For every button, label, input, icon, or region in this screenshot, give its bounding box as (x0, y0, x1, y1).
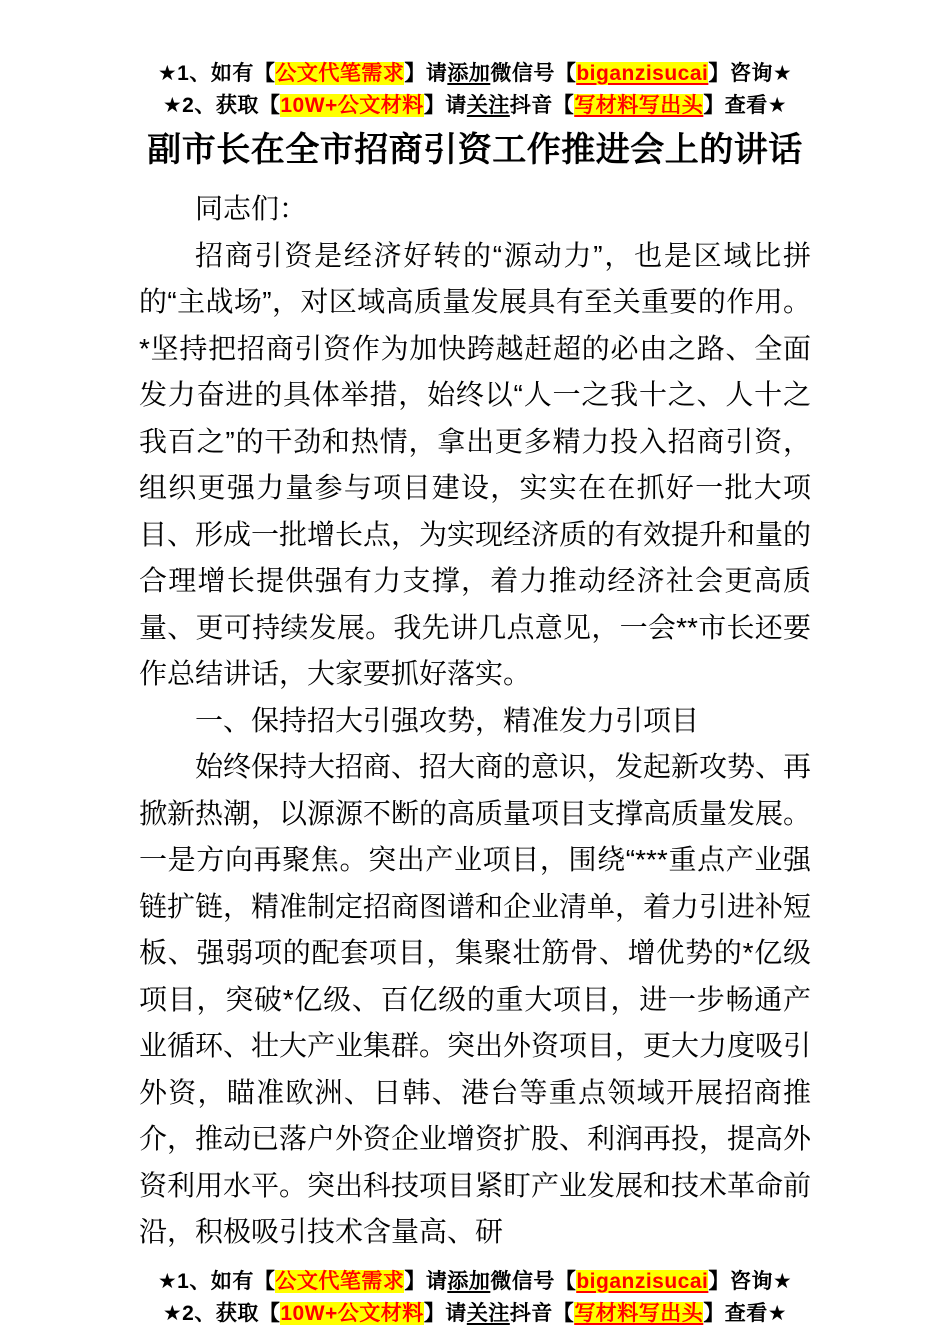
notice-line (0, 1298, 950, 1330)
highlighted-keyword: 公文代笔需求 (275, 1269, 405, 1293)
notice-text: 微信号【 (490, 1269, 577, 1293)
notice-footer (0, 1266, 950, 1330)
highlighted-douyin-account: 写材料写出头 (574, 1301, 704, 1325)
highlighted-wechat-id: biganzisucai (576, 1269, 709, 1293)
notice-text: ★2、获取【 (162, 94, 281, 117)
paragraph-container (139, 233, 811, 1256)
notice-text: 】咨询★ (708, 1269, 793, 1293)
notice-line (0, 1266, 950, 1298)
document-body (139, 186, 811, 1256)
notice-text: ★1、如有【 (157, 1269, 276, 1293)
notice-line (0, 90, 950, 122)
section-heading: 一、保持招大引强攻势，精准发力引项目 (195, 704, 700, 736)
highlighted-keyword: 10W+公文材料 (280, 94, 424, 117)
notice-text: 抖音【 (509, 1301, 575, 1325)
body-paragraph: 招商引资是经济好转的“源动力”，也是区域比拼的“主战场”，对区域高质量发展具有至关重要的作用。*坚持把招商引资作为加快跨越赶超的必由之路、全面发力奋进的具体举措，始终以“人一之我十之、人十之我百之”的干劲和热情，拿出更多精力投入招商引资，组织更强力量参与项目建设，实实在在抓好一批大项目、形成一批增长点，为实现经济质的有效提升和量的合理增长提供强有力支撑，着力推动经济社会更高质量、更可持续发展。我先讲几点意见，一会**市长还要作总结讲话，大家要抓好落实。 (139, 239, 812, 689)
notice-text: 微信号【 (490, 62, 577, 85)
notice-text: 】查看★ (703, 94, 788, 117)
notice-line (0, 58, 950, 90)
notice-text: 】请 (423, 94, 467, 117)
underlined-action: 添加 (447, 1269, 491, 1293)
underlined-action: 关注 (466, 1301, 510, 1325)
highlighted-keyword: 公文代笔需求 (275, 62, 405, 85)
highlighted-keyword: 10W+公文材料 (280, 1301, 424, 1325)
notice-text: ★2、获取【 (162, 1301, 281, 1325)
highlighted-douyin-account: 写材料写出头 (574, 94, 704, 117)
notice-text: 】请 (423, 1301, 467, 1325)
notice-text: 】咨询★ (708, 62, 793, 85)
document-title: 副市长在全市招商引资工作推进会上的讲话 (147, 131, 803, 169)
underlined-action: 关注 (466, 94, 510, 117)
highlighted-wechat-id: biganzisucai (576, 62, 709, 85)
notice-text: 抖音【 (509, 94, 575, 117)
notice-text: ★1、如有【 (157, 62, 276, 85)
notice-text: 】请 (404, 1269, 448, 1293)
underlined-action: 添加 (447, 62, 491, 85)
body-paragraph: 始终保持大招商、招大商的意识，发起新攻势、再掀新热潮，以源源不断的高质量项目支撑高质量发展。一是方向再聚焦。突出产业项目，围绕“***重点产业强链扩链，精准制定招商图谱和企业清单，着力引进补短板、强弱项的配套项目，集聚壮筋骨、增优势的*亿级项目，突破*亿级、百亿级的重大项目，进一步畅通产业循环、壮大产业集群。突出外资项目，更大力度吸引外资，瞄准欧洲、日韩、港台等重点领域开展招商推介，推动已落户外资企业增资扩股、利润再投，提高外资利用水平。突出科技项目紧盯产业发展和技术革命前沿，积极吸引技术含量高、研 (139, 751, 812, 1247)
notice-header (0, 0, 950, 122)
salutation: 同志们： (195, 193, 308, 224)
notice-text: 】查看★ (703, 1301, 788, 1325)
notice-text: 】请 (404, 62, 448, 85)
